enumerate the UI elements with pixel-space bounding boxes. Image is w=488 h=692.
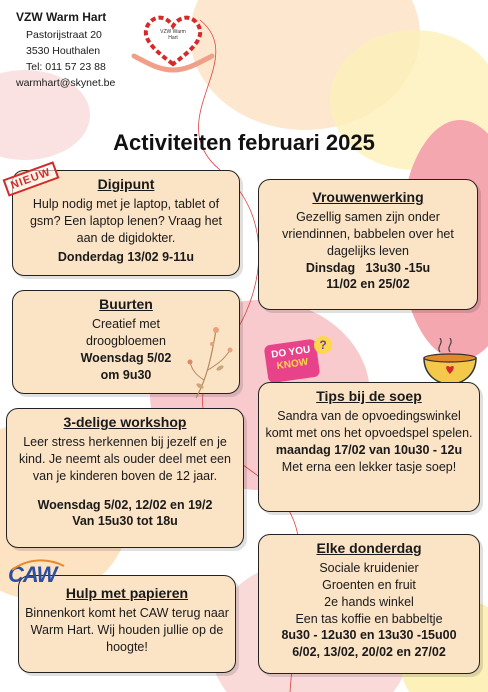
card-title: Tips bij de soep xyxy=(316,388,422,404)
badge-line-2: KNOW xyxy=(276,356,309,373)
card-line-1: Sociale kruidenier xyxy=(319,560,419,575)
org-name: VZW Warm Hart xyxy=(16,10,107,24)
caw-logo: CAW xyxy=(8,562,57,587)
card-dates: 11/02 en 25/02 xyxy=(326,277,410,292)
card-text-2: droogbloemen xyxy=(86,333,166,348)
card-when: Dinsdag 13u30 -15u xyxy=(305,260,431,275)
card-workshop xyxy=(6,408,244,548)
logo-text: VZW Warm Hart xyxy=(160,29,186,41)
question-mark-icon: ? xyxy=(314,336,332,354)
do-you-know-badge xyxy=(264,339,321,384)
dried-flower-icon xyxy=(186,320,236,400)
card-digipunt xyxy=(12,170,240,276)
card-tips-soep xyxy=(258,382,480,512)
phone: Tel: 011 57 23 88 xyxy=(26,61,106,74)
logo xyxy=(128,6,218,78)
card-text: Binnenkort komt het CAW terug naar Warm Hart. Wij houden jullie op de hoogte! xyxy=(25,605,229,654)
card-when: Woensdag 5/02 xyxy=(80,350,172,365)
soup-bowl-icon xyxy=(420,338,480,388)
card-vrouwenwerking xyxy=(258,179,478,310)
card-elke-donderdag xyxy=(258,534,480,674)
card-when: maandag 17/02 van 10u30 - 12u xyxy=(275,442,463,457)
card-title: Digipunt xyxy=(97,176,155,192)
card-text: Sandra van de opvoedingswinkel komt met ons het opvoedspel spelen. xyxy=(265,408,473,440)
card-time: Van 15u30 tot 18u xyxy=(72,514,178,529)
card-hulp-papieren xyxy=(18,575,236,673)
card-extra: Met erna een lekker tasje soep! xyxy=(281,459,457,474)
card-text: Hulp nodig met je laptop, tablet of gsm? Een laptop lenen? Vraag het aan de digidokter. xyxy=(29,196,223,245)
card-title: Vrouwenwerking xyxy=(312,189,424,205)
card-line-4: Een tas koffie en babbeltje xyxy=(295,611,443,626)
card-text: Gezellig samen zijn onder vriendinnen, babbelen over het dagelijks leven xyxy=(282,209,454,258)
card-when: Donderdag 13/02 9-11u xyxy=(57,249,195,264)
email: warmhart@skynet.be xyxy=(16,77,116,90)
card-when: 8u30 - 12u30 en 13u30 -15u00 xyxy=(281,628,457,643)
card-dates: 6/02, 13/02, 20/02 en 27/02 xyxy=(292,645,446,660)
badge-line-1: DO YOU xyxy=(270,344,312,361)
card-title: Elke donderdag xyxy=(316,540,422,556)
card-when: Woensdag 5/02, 12/02 en 19/2 xyxy=(37,497,213,512)
card-line-3: 2e hands winkel xyxy=(324,594,414,609)
caw-swoosh-icon xyxy=(8,556,68,576)
card-text: Leer stress herkennen bij jezelf en je kind. Je neemt als ouder deel met een van je kinderen boven de 12 jaar. xyxy=(19,434,231,483)
card-text: Creatief met xyxy=(91,316,161,331)
header-contact xyxy=(16,8,115,92)
card-line-2: Groenten en fruit xyxy=(322,577,416,592)
street: Pastorijstraat 20 xyxy=(26,28,102,41)
card-title: Hulp met papieren xyxy=(65,585,189,601)
card-time: om 9u30 xyxy=(100,367,152,382)
heart-hands-icon xyxy=(128,6,218,78)
city: 3530 Houthalen xyxy=(26,44,101,57)
new-stamp: NIEUW xyxy=(3,161,60,196)
card-title: 3-delige workshop xyxy=(63,414,187,430)
page-title: Activiteiten februari 2025 xyxy=(113,130,375,155)
card-title: Buurten xyxy=(99,296,153,312)
